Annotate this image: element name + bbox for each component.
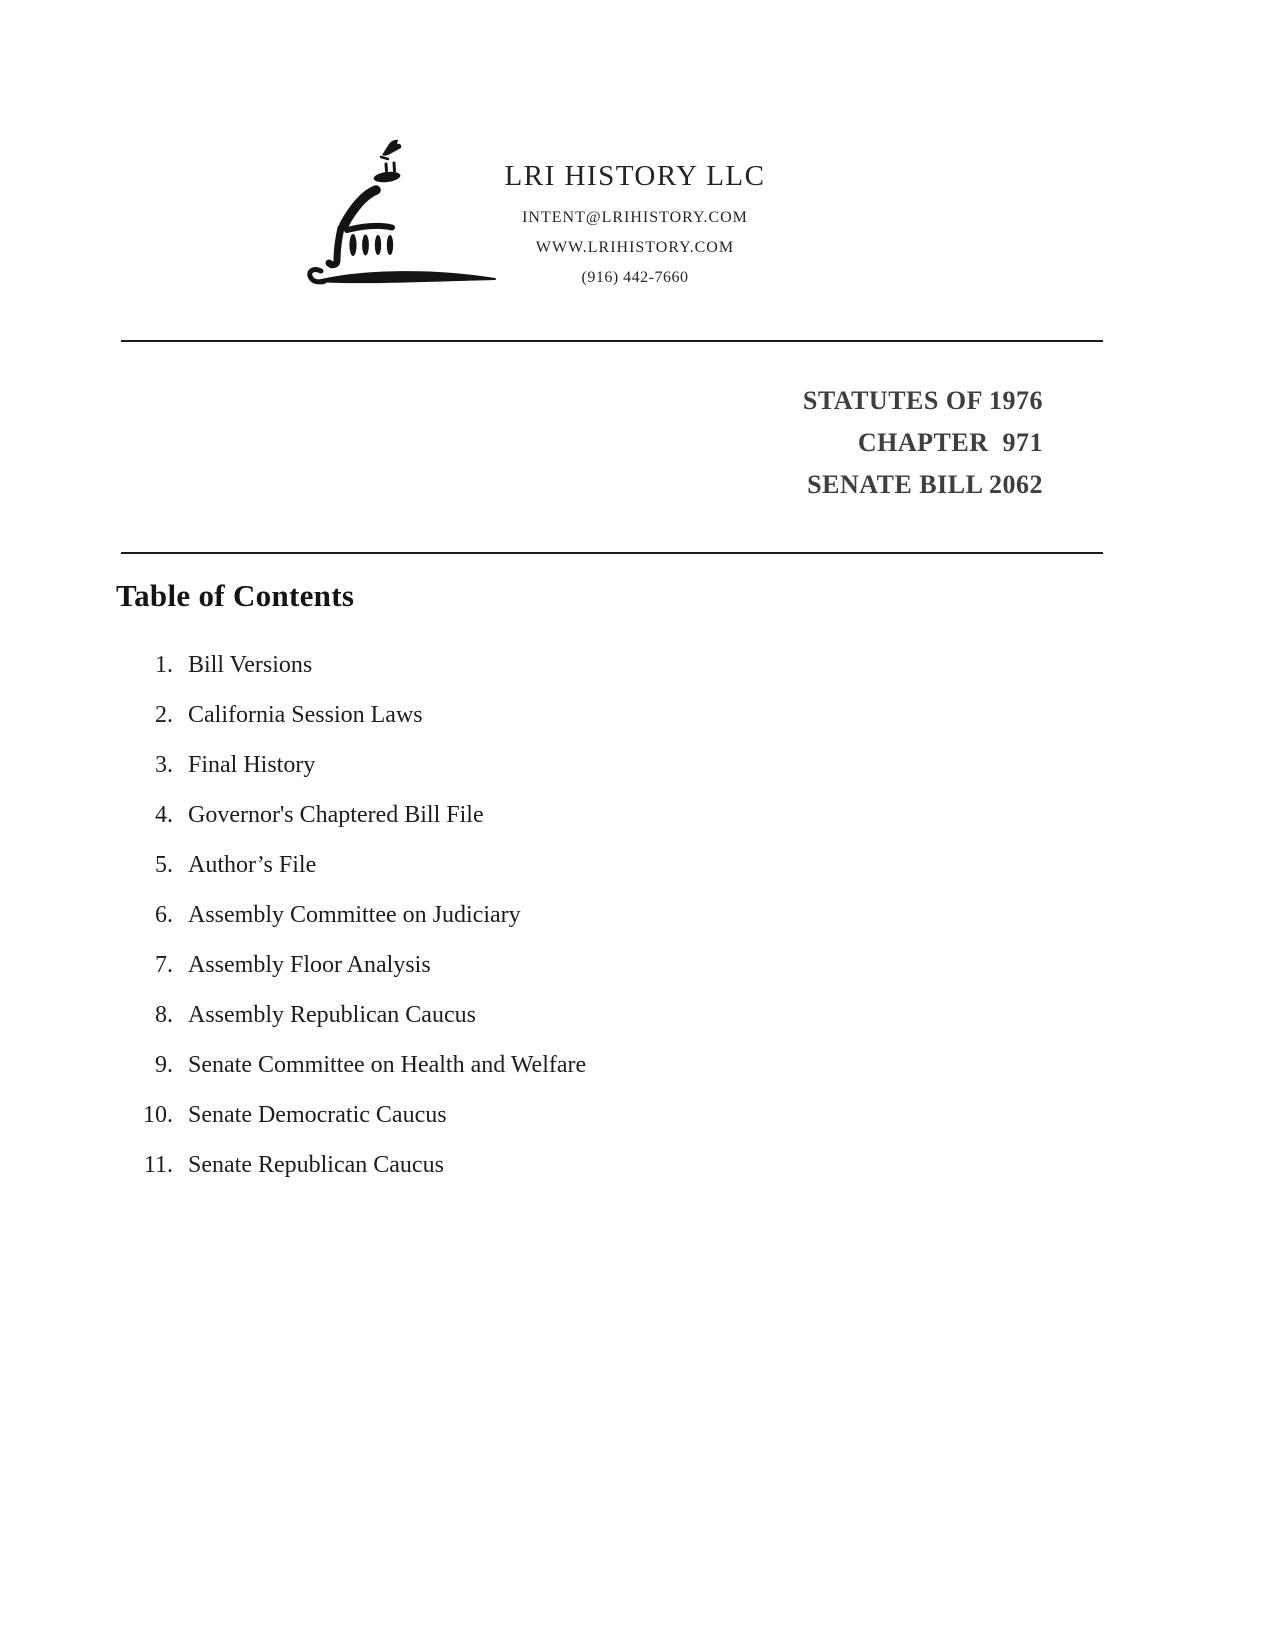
toc-item-number: 11.: [143, 1152, 173, 1178]
logo-cupola: [373, 170, 401, 183]
toc-item-label: Senate Republican Caucus: [188, 1152, 444, 1178]
toc-item-label: California Session Laws: [188, 702, 423, 728]
letterhead: [470, 158, 800, 293]
logo-cornice: [347, 226, 392, 230]
toc-item-label: Senate Committee on Health and Welfare: [188, 1052, 587, 1078]
toc-item-assembly-committee-judiciary: [118, 900, 586, 930]
divider-bottom: [121, 552, 1103, 554]
toc-item-number: 6.: [155, 902, 173, 928]
toc-item-label: Assembly Floor Analysis: [188, 952, 431, 978]
toc-item-number: 8.: [155, 1002, 173, 1028]
statutes-year-line: STATUTES OF 1976: [802, 386, 1043, 415]
company-name: LRI HISTORY LLC: [504, 160, 766, 192]
toc-item-assembly-floor-analysis: [118, 950, 586, 980]
toc-heading: Table of Contents: [116, 578, 355, 613]
toc-item-assembly-republican-caucus: [118, 1000, 586, 1030]
senate-bill-line: SENATE BILL 2062: [807, 470, 1043, 499]
toc-item-number: 1.: [155, 652, 173, 678]
toc-item-label: Assembly Committee on Judiciary: [188, 902, 521, 928]
toc-item-senate-republican-caucus: [118, 1150, 586, 1180]
toc-item-bill-versions: [118, 650, 586, 680]
toc-item-senate-democratic-caucus: [118, 1100, 586, 1130]
toc-item-governors-chaptered-bill-file: [118, 800, 586, 830]
logo-base-swoosh: [317, 272, 495, 282]
toc-item-number: 7.: [155, 952, 173, 978]
toc-item-california-session-laws: [118, 700, 586, 730]
toc-item-authors-file: [118, 850, 586, 880]
toc-item-number: 10.: [143, 1102, 173, 1128]
toc-item-number: 9.: [155, 1052, 173, 1078]
toc-item-number: 3.: [155, 752, 173, 778]
toc-item-number: 2.: [155, 702, 173, 728]
toc-list: [118, 650, 586, 1200]
logo-dome-stroke: [344, 190, 376, 225]
toc-item-label: Final History: [188, 752, 316, 778]
toc-item-number: 5.: [155, 852, 173, 878]
company-phone: (916) 442-7660: [581, 269, 689, 286]
toc-item-senate-committee-health-welfare: [118, 1050, 586, 1080]
toc-item-label: Senate Democratic Caucus: [188, 1102, 447, 1128]
company-email: INTENT@LRIHISTORY.COM: [522, 209, 748, 226]
toc-item-label: Governor's Chaptered Bill File: [188, 802, 484, 828]
statutes-title-block: [803, 380, 1043, 506]
toc-item-final-history: [118, 750, 586, 780]
logo-flag: [382, 140, 401, 156]
toc-item-number: 4.: [155, 802, 173, 828]
divider-top: [121, 340, 1103, 342]
chapter-line: CHAPTER 971: [857, 428, 1043, 457]
toc-item-label: Author’s File: [188, 852, 317, 878]
company-website: WWW.LRIHISTORY.COM: [535, 239, 735, 256]
toc-item-label: Assembly Republican Caucus: [188, 1002, 476, 1028]
toc-item-label: Bill Versions: [188, 652, 313, 678]
